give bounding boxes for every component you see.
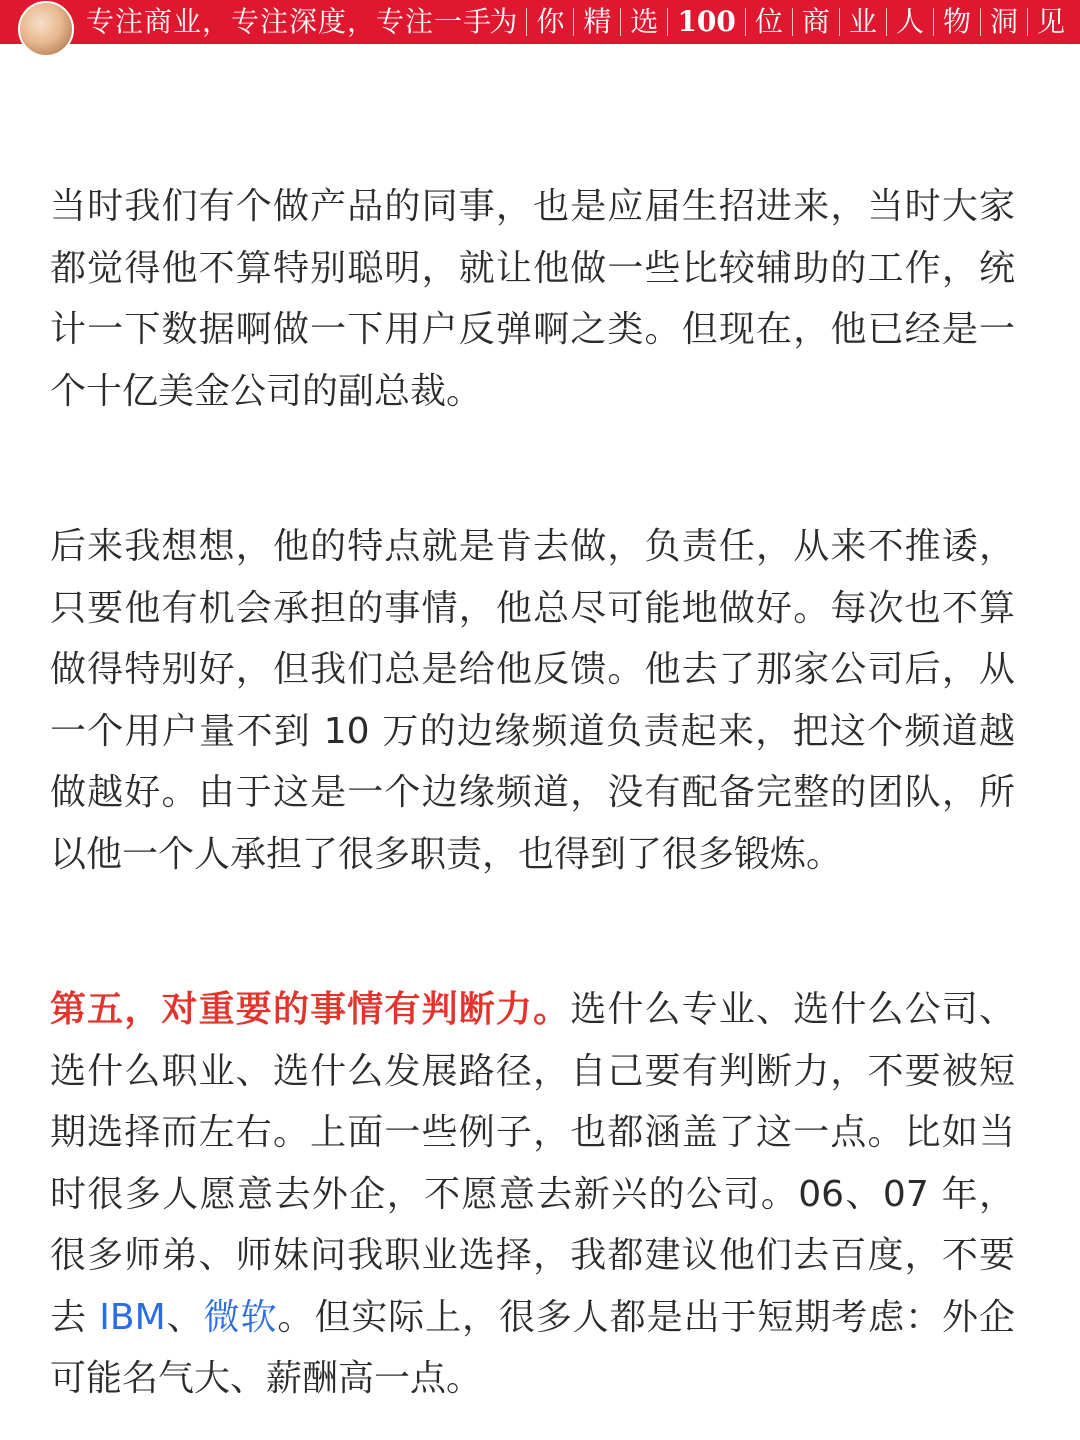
paragraph-1: 当时我们有个做产品的同事，也是应届生招进来，当时大家都觉得他不算特别聪明，就让他做一些比较辅助的工作，统计一下数据啊做一下用户反弹啊之类。但现在，他已经是一个十亿美金公司的副总裁。 [50, 186, 1015, 412]
separator: 、 [165, 1296, 204, 1338]
link-microsoft[interactable]: 微软 [203, 1296, 278, 1338]
banner-headline [480, 0, 1074, 44]
paragraph-3 [50, 979, 1015, 1410]
link-ibm[interactable]: IBM [99, 1296, 166, 1338]
headline-char: 你 [526, 8, 573, 36]
headline-char: 洞 [980, 8, 1027, 36]
headline-char: 商 [792, 8, 839, 36]
headline-char: 选 [620, 8, 667, 36]
headline-char: 业 [839, 8, 886, 36]
highlight-heading: 第五，对重要的事情有判断力。 [50, 989, 571, 1030]
headline-char: 位 [745, 8, 792, 36]
headline-char: 见 [1027, 8, 1074, 36]
paragraph-3-tail: 。但实际上，很多人都是出于短期考虑：外企可能名气大、薪酬高一点。 [50, 1296, 1015, 1399]
headline-char: 人 [886, 8, 933, 36]
article-body [50, 176, 1015, 1410]
top-banner [0, 0, 1080, 44]
headline-number: 100 [667, 8, 744, 36]
banner-slogan: 专注商业，专注深度，专注一手 [86, 5, 493, 38]
paragraph-3-text: 选什么专业、选什么公司、选什么职业、选什么发展路径，自己要有判断力，不要被短期选择而左右。上面一些例子，也都涵盖了这一点。比如当时很多人愿意去外企，不愿意去新兴的公司。06、07 年，很多师弟、师妹问我职业选择，我都建议他们去百度，不要去 [50, 989, 1015, 1338]
headline-char: 精 [573, 8, 620, 36]
headline-char: 物 [933, 8, 980, 36]
avatar [18, 1, 74, 57]
headline-char: 为 [489, 5, 518, 38]
paragraph-2: 后来我想想，他的特点就是肯去做，负责任，从来不推诿，只要他有机会承担的事情，他总尽可能地做好。每次也不算做得特别好，但我们总是给他反馈。他去了那家公司后，从一个用户量不到 10 万的边缘频道负责起来，把这个频道越做越好。由于这是一个边缘频道，没有配备完整的团队，所以他一个人承担了很多职责，也得到了很多锻炼。 [50, 526, 1015, 875]
